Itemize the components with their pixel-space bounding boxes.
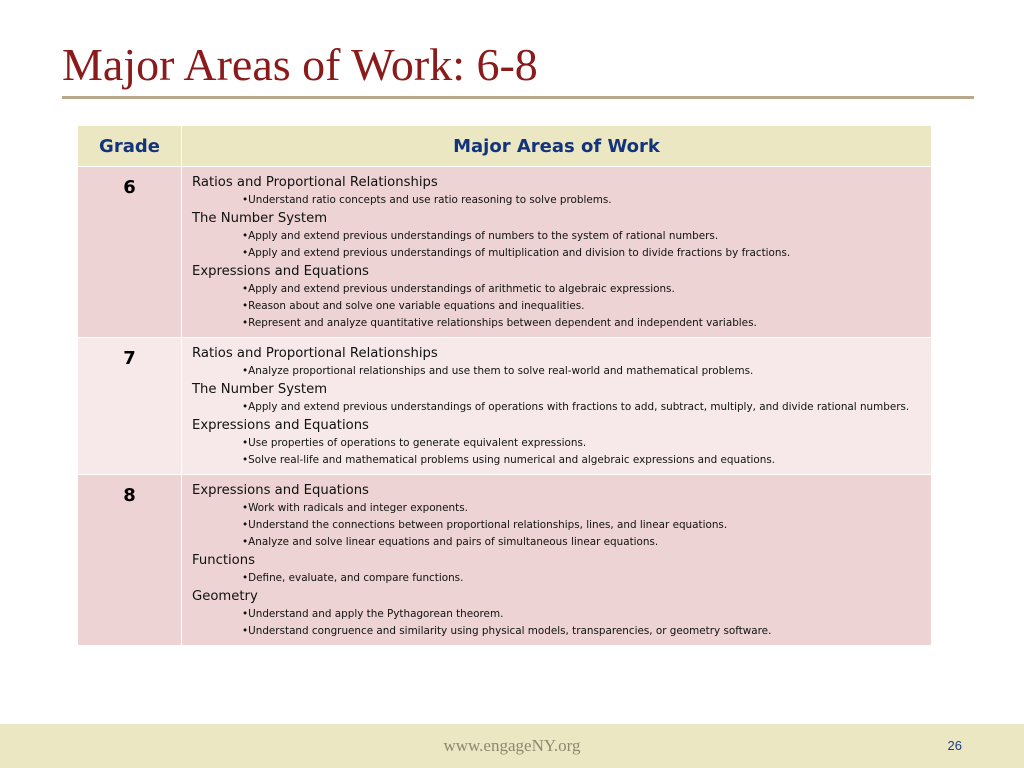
- areas-column-header: Major Areas of Work: [182, 126, 932, 167]
- domain-name: Functions: [192, 553, 255, 568]
- cluster-item: •Define, evaluate, and compare functions.: [242, 572, 464, 584]
- table-row-grade-6: [78, 167, 932, 338]
- areas-cell: [182, 338, 932, 475]
- areas-cell: [182, 475, 932, 646]
- grade-cell: 6: [78, 167, 182, 338]
- grade-cell: 7: [78, 338, 182, 475]
- footer-url: www.engageNY.org: [443, 736, 581, 755]
- domain-name: Ratios and Proportional Relationships: [192, 175, 438, 190]
- domain-name: The Number System: [192, 382, 328, 397]
- footer-bar: [0, 724, 1024, 768]
- cluster-item: •Solve real-life and mathematical problems using numerical and algebraic expressions and equations.: [242, 454, 776, 466]
- grade-column-header: Grade: [78, 126, 182, 167]
- cluster-item: •Apply and extend previous understandings of operations with fractions to add, subtract, multiply, and divide rational numbers.: [242, 401, 910, 413]
- cluster-item: •Understand ratio concepts and use ratio reasoning to solve problems.: [242, 194, 612, 206]
- table-row-grade-7: [78, 338, 932, 475]
- major-areas-table: [77, 125, 932, 646]
- domain-name: Expressions and Equations: [192, 418, 369, 433]
- domain-name: Expressions and Equations: [192, 264, 369, 279]
- title-divider: [62, 96, 974, 99]
- cluster-item: •Work with radicals and integer exponents.: [242, 502, 468, 514]
- cluster-item: •Understand and apply the Pythagorean theorem.: [242, 608, 504, 620]
- grade-cell: 8: [78, 475, 182, 646]
- cluster-item: •Understand congruence and similarity using physical models, transparencies, or geometry software.: [242, 625, 772, 637]
- domain-name: Ratios and Proportional Relationships: [192, 346, 438, 361]
- slide-title: Major Areas of Work: 6-8: [62, 39, 538, 90]
- cluster-item: •Analyze proportional relationships and use them to solve real-world and mathematical problems.: [242, 365, 754, 377]
- table-row-grade-8: [78, 475, 932, 646]
- cluster-item: •Use properties of operations to generate equivalent expressions.: [242, 437, 587, 449]
- cluster-item: •Apply and extend previous understandings of numbers to the system of rational numbers.: [242, 230, 719, 242]
- cluster-item: •Analyze and solve linear equations and pairs of simultaneous linear equations.: [242, 536, 659, 548]
- cluster-item: •Represent and analyze quantitative relationships between dependent and independent variables.: [242, 317, 757, 329]
- cluster-item: •Apply and extend previous understandings of arithmetic to algebraic expressions.: [242, 283, 675, 295]
- areas-cell: [182, 167, 932, 338]
- domain-name: The Number System: [192, 211, 328, 226]
- domain-name: Geometry: [192, 589, 258, 604]
- cluster-item: •Reason about and solve one variable equations and inequalities.: [242, 300, 585, 312]
- table-header-row: [78, 126, 932, 167]
- cluster-item: •Understand the connections between proportional relationships, lines, and linear equations.: [242, 519, 728, 531]
- domain-name: Expressions and Equations: [192, 483, 369, 498]
- cluster-item: •Apply and extend previous understandings of multiplication and division to divide fractions by fractions.: [242, 247, 791, 259]
- page-number: 26: [947, 738, 962, 753]
